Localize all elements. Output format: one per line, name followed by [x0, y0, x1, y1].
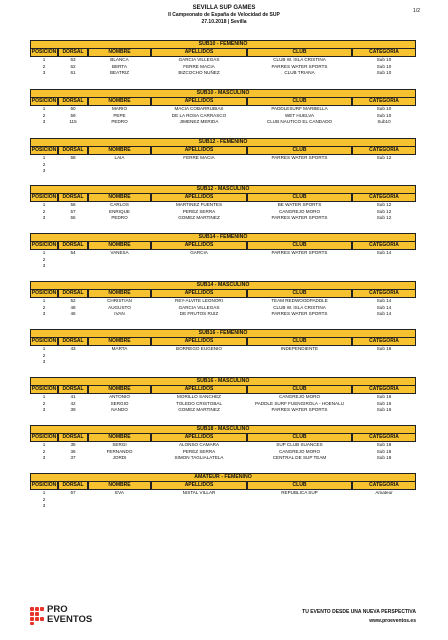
category-title: SUB14 - MASCULINO: [30, 281, 416, 290]
table-cell: [247, 359, 352, 366]
table-row: [30, 407, 416, 414]
column-header: NOMBRE: [88, 386, 151, 394]
column-header: DORSAL: [58, 242, 88, 250]
column-header: POSICION: [31, 147, 57, 153]
column-header: NOMBRE: [88, 242, 151, 250]
column-header: CLUB: [247, 49, 352, 57]
table-cell: PEREZ SERRA: [182, 208, 216, 214]
table-cell: 2: [42, 352, 46, 358]
table-cell: IVAN: [114, 311, 125, 316]
table-cell: [58, 263, 88, 270]
table-cell: GOMEZ MARTINEZ: [178, 407, 220, 412]
table-cell: GARCIA VILLEGAS: [178, 57, 220, 62]
table-cell: 2: [42, 448, 46, 454]
table-cell: FERRE MACIA: [183, 155, 215, 160]
table-cell: REPUBLICA SUP: [281, 490, 318, 495]
table-cell: 1: [42, 346, 46, 351]
table-cell: 56: [70, 202, 76, 207]
column-header: DORSAL: [58, 194, 88, 202]
table-cell: MARIO: [111, 106, 128, 111]
table-cell: 3: [42, 407, 46, 412]
table-cell: REY-ALVITE LEONORI: [175, 298, 223, 303]
table-cell: 2: [42, 208, 46, 214]
table-cell: MARTA: [111, 346, 128, 351]
table-cell: [151, 359, 247, 366]
table-cell: EVA: [115, 490, 124, 495]
table-cell: PEDRO: [111, 119, 128, 124]
column-header: CATEGORIA: [352, 49, 416, 57]
table-cell: 62: [70, 63, 76, 69]
category-title: SUB18 - MASCULINO: [30, 425, 416, 434]
table-cell: BE WATER SPORTS: [277, 202, 322, 207]
table-cell: CHRISTIAN: [107, 298, 132, 303]
category-table: [30, 425, 416, 462]
table-cell: Sub 12: [376, 215, 392, 220]
table-cell: GARCIA: [190, 250, 208, 255]
table-cell: 35: [70, 442, 76, 447]
table-cell: BIZCOCHO NUÑEZ: [178, 70, 220, 75]
table-cell: 2: [42, 400, 46, 406]
table-cell: 55: [70, 215, 76, 220]
table-cell: CLUB TRIANA: [284, 70, 315, 75]
column-header: APELLIDOS: [151, 434, 247, 442]
proeventos-logo: [30, 605, 110, 627]
footer-tagline: TU EVENTO DESDE UNA NUEVA PERSPECTIVA: [302, 609, 416, 615]
column-header: POSICION: [31, 290, 57, 296]
table-cell: Sub 10: [376, 112, 392, 118]
event-subtitle: II Campeonato de España de Velocidad de SUP: [168, 12, 280, 18]
table-cell: Sub 10: [376, 63, 392, 69]
category-title: SUB12 - MASCULINO: [30, 185, 416, 194]
table-cell: [88, 263, 151, 270]
category-table: [30, 185, 416, 222]
column-header: APELLIDOS: [151, 482, 247, 490]
table-cell: [247, 168, 352, 175]
table-cell: 39: [70, 407, 76, 412]
table-cell: 2: [42, 161, 46, 167]
table-cell: Sub 14: [376, 304, 392, 310]
table-cell: 48: [70, 304, 76, 310]
column-header: NOMBRE: [88, 49, 151, 57]
column-header: CLUB: [247, 482, 352, 490]
column-header: APELLIDOS: [151, 49, 247, 57]
table-cell: 1: [42, 394, 46, 399]
column-header: CLUB: [247, 242, 352, 250]
table-row: [30, 215, 416, 222]
column-header: POSICION: [31, 482, 57, 488]
table-cell: Sub 14: [376, 250, 392, 255]
table-cell: Amateur: [375, 490, 393, 495]
column-header: NOMBRE: [88, 98, 151, 106]
table-cell: PADDLESURF MARBELLA: [271, 106, 328, 111]
table-cell: 115: [69, 119, 77, 124]
table-header: [30, 386, 416, 394]
table-cell: [352, 503, 416, 510]
column-header: POSICION: [31, 386, 57, 392]
category-table: [30, 233, 416, 270]
table-cell: 3: [42, 70, 46, 75]
column-header: CATEGORIA: [352, 242, 416, 250]
table-cell: BLANCA: [110, 57, 129, 62]
column-header: CATEGORIA: [352, 290, 416, 298]
table-cell: Sub 16: [376, 394, 392, 399]
table-cell: PARRES WATER SPORTS: [271, 155, 328, 160]
column-header: APELLIDOS: [151, 386, 247, 394]
table-cell: 43: [70, 346, 76, 351]
table-cell: INDEPENDIENTE: [280, 346, 319, 351]
table-cell: SIMON TAGLIALATELA: [174, 455, 224, 460]
table-cell: DE LA ROSA CARRASCO: [171, 112, 227, 118]
table-cell: PARRES WATER SPORTS: [271, 215, 328, 220]
column-header: POSICION: [31, 338, 57, 344]
table-cell: 61: [70, 70, 76, 75]
column-header: DORSAL: [58, 49, 88, 57]
column-header: CATEGORIA: [352, 386, 416, 394]
category-table: [30, 377, 416, 414]
table-cell: 42: [70, 400, 76, 406]
table-cell: 36: [70, 448, 76, 454]
column-header: CATEGORIA: [352, 98, 416, 106]
table-cell: Sub 12: [376, 155, 392, 160]
table-cell: Sub 10: [376, 70, 392, 75]
table-cell: 3: [42, 263, 46, 268]
table-row: [30, 168, 416, 175]
table-cell: ANTONIO: [109, 394, 130, 399]
table-cell: 41: [70, 394, 76, 399]
table-cell: 2: [42, 112, 46, 118]
column-header: CATEGORIA: [352, 482, 416, 490]
table-header: [30, 49, 416, 57]
column-header: NOMBRE: [88, 290, 151, 298]
table-cell: DE FRUTOS RUIZ: [179, 311, 219, 316]
column-header: APELLIDOS: [151, 338, 247, 346]
column-header: DORSAL: [58, 98, 88, 106]
table-cell: Sub 12: [376, 202, 392, 207]
table-cell: 3: [42, 119, 46, 124]
category-table: [30, 138, 416, 175]
table-row: [30, 119, 416, 126]
table-cell: [88, 168, 151, 175]
logo-text-eventos: EVENTOS: [47, 614, 93, 625]
column-header: CATEGORIA: [352, 338, 416, 346]
table-cell: 1: [42, 490, 46, 495]
table-cell: NANDO: [111, 407, 128, 412]
table-cell: Sub 12: [376, 208, 392, 214]
column-header: POSICION: [31, 434, 57, 440]
table-cell: BORREGO EUGENIO: [176, 346, 222, 351]
table-cell: PARRES WATER SPORTS: [271, 407, 328, 412]
table-cell: [151, 168, 247, 175]
table-cell: FERNANDO: [106, 448, 133, 454]
category-title: SUB10 - MASCULINO: [30, 89, 416, 98]
column-header: CLUB: [247, 434, 352, 442]
footer-website: www.proeventos.es: [369, 618, 416, 624]
table-cell: 1: [42, 57, 46, 62]
table-cell: Sub 16: [376, 346, 392, 351]
column-header: DORSAL: [58, 147, 88, 155]
table-cell: PEDRO: [111, 215, 128, 220]
table-cell: AUGUSTO: [108, 304, 131, 310]
category-title: AMATEUR - FEMENINO: [30, 473, 416, 482]
table-cell: Sub 16: [376, 400, 392, 406]
table-cell: Sub 14: [376, 311, 392, 316]
column-header: POSICION: [31, 194, 57, 200]
table-cell: PARRES WATER SPORTS: [271, 63, 328, 69]
table-cell: CANGREJO MORO: [278, 448, 321, 454]
table-cell: 1: [42, 250, 46, 255]
column-header: DORSAL: [58, 386, 88, 394]
event-title: SEVILLA SUP GAMES: [192, 5, 256, 11]
table-cell: LAIA: [114, 155, 125, 160]
column-header: CLUB: [247, 338, 352, 346]
column-header: NOMBRE: [88, 194, 151, 202]
column-header: NOMBRE: [88, 147, 151, 155]
table-cell: 60: [70, 106, 76, 111]
column-header: CLUB: [247, 290, 352, 298]
table-cell: JIMENEZ MERIDA: [179, 119, 219, 124]
column-header: CATEGORIA: [352, 434, 416, 442]
category-table: [30, 89, 416, 126]
table-cell: 2: [42, 304, 46, 310]
table-cell: GARCIA VILLEGAS: [178, 304, 220, 310]
table-cell: 58: [70, 155, 76, 160]
table-cell: 1: [42, 298, 46, 303]
table-cell: PARRES WATER SPORTS: [271, 311, 328, 316]
table-cell: [151, 263, 247, 270]
category-title: SUB16 - MASCULINO: [30, 377, 416, 386]
table-cell: Sub10: [377, 119, 391, 124]
table-cell: 1: [42, 202, 46, 207]
table-cell: [58, 503, 88, 510]
table-cell: Sub 16: [376, 407, 392, 412]
document-header: [0, 5, 448, 26]
table-cell: SERGI: [112, 442, 127, 447]
column-header: DORSAL: [58, 482, 88, 490]
table-cell: 2: [42, 63, 46, 69]
table-cell: PARRES WATER SPORTS: [271, 250, 328, 255]
column-header: CLUB: [247, 147, 352, 155]
table-cell: CARLOS: [110, 202, 129, 207]
table-header: [30, 194, 416, 202]
category-table: [30, 473, 416, 510]
table-cell: JORDI: [112, 455, 127, 460]
table-cell: MACIA COBARRUBIAS: [174, 106, 224, 111]
table-cell: MORILLO SANCHEZ: [177, 394, 221, 399]
column-header: APELLIDOS: [151, 147, 247, 155]
table-cell: SERGIO: [110, 400, 129, 406]
column-header: NOMBRE: [88, 338, 151, 346]
table-cell: 59: [70, 112, 76, 118]
table-cell: [352, 168, 416, 175]
table-cell: 63: [70, 57, 76, 62]
table-cell: NISTAL VILLAR: [182, 490, 216, 495]
table-cell: 57: [70, 208, 76, 214]
table-cell: TOLEDO CRISTOBAL: [175, 400, 223, 406]
table-cell: [247, 263, 352, 270]
table-header: [30, 242, 416, 250]
table-cell: 3: [42, 215, 46, 220]
table-cell: 46: [70, 311, 76, 316]
column-header: CATEGORIA: [352, 194, 416, 202]
table-cell: 1: [42, 442, 46, 447]
table-cell: BERTA: [112, 63, 127, 69]
table-row: [30, 359, 416, 366]
table-cell: Sub 10: [376, 57, 392, 62]
column-header: APELLIDOS: [151, 242, 247, 250]
table-header: [30, 482, 416, 490]
table-cell: Sub 18: [376, 455, 392, 460]
table-cell: PEPE: [113, 112, 126, 118]
table-cell: [352, 359, 416, 366]
table-cell: SUP CLUB SUANCES: [276, 442, 323, 447]
table-cell: [352, 263, 416, 270]
table-header: [30, 290, 416, 298]
table-cell: [58, 168, 88, 175]
logo-mark-icon: [30, 607, 44, 625]
column-header: DORSAL: [58, 338, 88, 346]
table-cell: 37: [70, 455, 76, 460]
column-header: APELLIDOS: [151, 194, 247, 202]
table-cell: FERRE MACIA: [183, 63, 215, 69]
table-cell: 2: [42, 256, 46, 262]
table-cell: CLUB NAUTICO EL CANDADO: [266, 119, 333, 124]
table-cell: PEREZ SERRA: [182, 448, 216, 454]
category-title: SUB14 - FEMENINO: [30, 233, 416, 242]
column-header: POSICION: [31, 242, 57, 248]
table-cell: VANESA: [110, 250, 129, 255]
table-cell: 3: [42, 503, 46, 508]
table-cell: PADDLE SURF FUENGIROLA - HOENALU: [255, 400, 344, 406]
table-header: [30, 338, 416, 346]
table-cell: [151, 503, 247, 510]
category-title: SUB10 - FEMENINO: [30, 40, 416, 49]
table-cell: BEATRIZ: [109, 70, 130, 75]
table-cell: Sub 18: [376, 442, 392, 447]
column-header: DORSAL: [58, 434, 88, 442]
column-header: CLUB: [247, 386, 352, 394]
table-cell: 3: [42, 168, 46, 173]
event-date: 27.10.2018 | Sevilla: [201, 19, 247, 25]
column-header: CATEGORIA: [352, 147, 416, 155]
table-cell: [88, 359, 151, 366]
table-cell: CANGREJO MORO: [278, 208, 321, 214]
column-header: POSICION: [31, 98, 57, 104]
category-table: [30, 281, 416, 318]
category-table: [30, 40, 416, 77]
column-header: APELLIDOS: [151, 290, 247, 298]
column-header: CLUB: [247, 98, 352, 106]
table-cell: CLUB W. ISLA CRISTINA: [273, 57, 326, 62]
table-row: [30, 503, 416, 510]
table-header: [30, 434, 416, 442]
table-header: [30, 147, 416, 155]
category-title: SUB12 - FEMENINO: [30, 138, 416, 147]
table-cell: 1: [42, 106, 46, 111]
table-cell: 1: [42, 155, 46, 160]
table-cell: 54: [70, 250, 76, 255]
page-number: 1/2: [413, 8, 420, 14]
table-row: [30, 70, 416, 77]
table-cell: ALONSO CAMARA: [178, 442, 220, 447]
column-header: APELLIDOS: [151, 98, 247, 106]
table-cell: 3: [42, 311, 46, 316]
table-cell: Sub 10: [376, 106, 392, 111]
column-header: POSICION: [31, 49, 57, 55]
table-cell: WET HUELVA: [284, 112, 315, 118]
table-cell: 2: [42, 496, 46, 502]
table-cell: [88, 503, 151, 510]
table-header: [30, 98, 416, 106]
column-header: NOMBRE: [88, 482, 151, 490]
table-cell: TEAM REDWOODPADDLE: [271, 298, 328, 303]
table-cell: [247, 503, 352, 510]
table-cell: MARTINEZ FUENTES: [175, 202, 223, 207]
column-header: NOMBRE: [88, 434, 151, 442]
table-cell: ENRIQUE: [109, 208, 130, 214]
table-cell: Sub 14: [376, 298, 392, 303]
table-cell: 52: [70, 298, 76, 303]
table-row: [30, 311, 416, 318]
table-cell: CLUB W. ISLA CRISTINA: [273, 304, 326, 310]
table-cell: CANGREJO MORO: [278, 394, 321, 399]
table-cell: 3: [42, 455, 46, 460]
category-table: [30, 329, 416, 366]
table-row: [30, 455, 416, 462]
table-cell: CENTRAL DE SUP TEAM: [272, 455, 327, 460]
table-cell: GOMEZ MARTINEZ: [178, 215, 220, 220]
table-cell: Sub 18: [376, 448, 392, 454]
table-row: [30, 263, 416, 270]
table-cell: 67: [70, 490, 76, 495]
category-title: SUB16 - FEMENINO: [30, 329, 416, 338]
logo-text-pro: PRO: [47, 604, 68, 615]
table-cell: 3: [42, 359, 46, 364]
column-header: CLUB: [247, 194, 352, 202]
table-cell: [58, 359, 88, 366]
column-header: DORSAL: [58, 290, 88, 298]
